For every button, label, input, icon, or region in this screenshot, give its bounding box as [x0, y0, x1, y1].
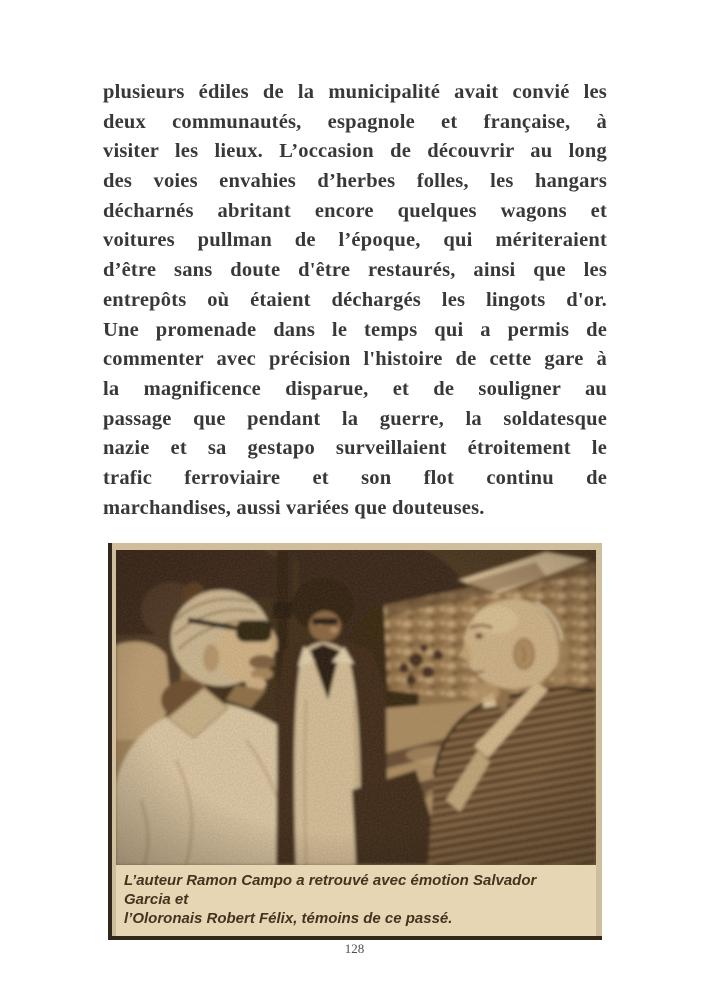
text-line: nazie et sa gestapo surveillaient étroitement le	[103, 437, 607, 460]
newspaper-clipping	[108, 543, 602, 940]
text-line: d’être sans doute d'être restaurés, ainsi que les	[103, 259, 607, 282]
text-line: décharnés abritant encore quelques wagons et	[103, 199, 607, 222]
caption-line: L’auteur Ramon Campo a retrouvé avec émotion Salvador Garcia et	[124, 872, 537, 908]
text-line: passage que pendant la guerre, la soldatesque	[103, 407, 607, 430]
text-line: deux communautés, espagnole et française, à	[103, 110, 607, 133]
text-line: la magnificence disparue, et de souligner au	[103, 377, 607, 400]
photo-grain	[116, 550, 596, 865]
text-line: commenter avec précision l'histoire de cette gare à	[103, 348, 607, 371]
caption-line: l’Oloronais Robert Félix, témoins de ce passé.	[124, 910, 453, 927]
body-text	[103, 78, 607, 523]
photo-caption	[116, 865, 596, 936]
text-line: visiter les lieux. L’occasion de découvrir au long	[103, 140, 607, 163]
text-line: entrepôts où étaient déchargés les lingots d'or.	[103, 288, 607, 311]
text-line: plusieurs édiles de la municipalité avait convié les	[103, 81, 607, 103]
text-line: Une promenade dans le temps qui a permis de	[103, 318, 607, 341]
newspaper-photo	[116, 550, 596, 865]
text-line: des voies envahies d’herbes folles, les hangars	[103, 170, 607, 193]
text-line: marchandises, aussi variées que douteuses.	[103, 496, 485, 519]
page-number: 128	[344, 941, 365, 956]
text-line: trafic ferroviaire et son flot continu de	[103, 466, 607, 489]
text-line: voitures pullman de l’époque, qui mériteraient	[103, 229, 607, 252]
